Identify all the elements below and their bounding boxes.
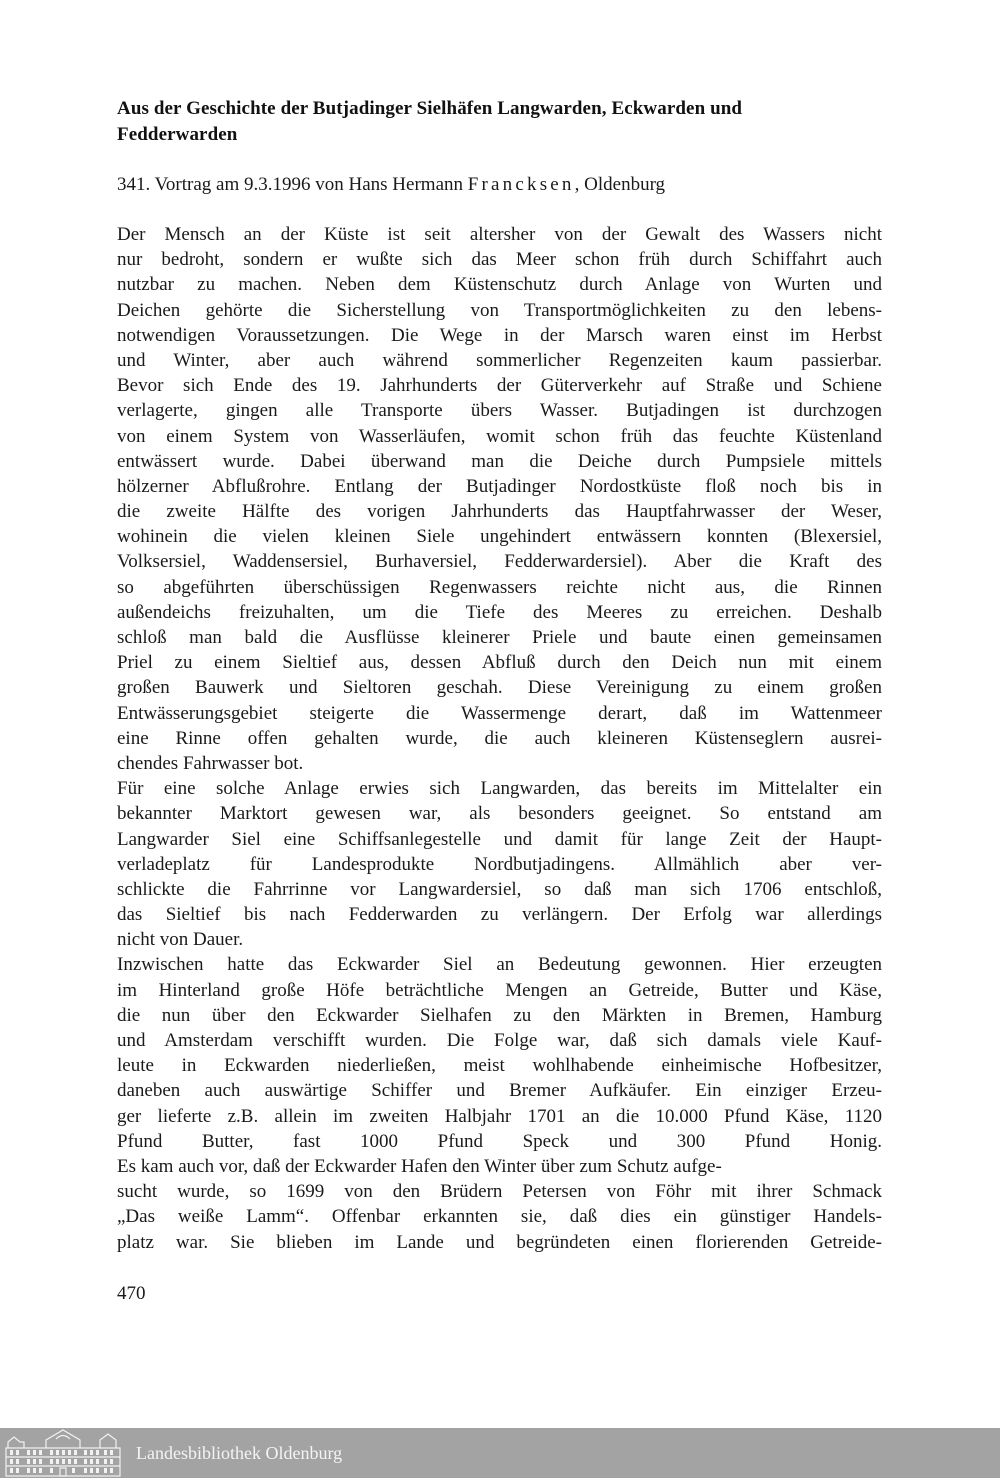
text-line: Inzwischen hatte das Eckwarder Siel an Bedeutung gewonnen. Hier erzeugten bbox=[117, 954, 882, 976]
text-line: verladeplatz für Landesprodukte Nordbutjadingens. Allmählich aber ver- bbox=[117, 853, 882, 875]
subtitle-prefix: 341. Vortrag am 9.3.1996 von Hans Hermann bbox=[117, 174, 468, 195]
subtitle-suffix: , Oldenburg bbox=[574, 174, 666, 195]
library-building-icon bbox=[0, 1428, 128, 1478]
text-line: sucht wurde, so 1699 von den Brüdern Petersen von Föhr mit ihrer Schmack bbox=[117, 1181, 882, 1203]
text-line: Für eine solche Anlage erwies sich Langwarden, das bereits im Mittelalter ein bbox=[117, 778, 882, 800]
text-line: nur bedroht, sondern er wußte sich das Meer schon früh durch Schiffahrt auch bbox=[117, 249, 882, 271]
text-line: leute in Eckwarden niederließen, meist wohlhabende einheimische Hofbesitzer, bbox=[117, 1055, 882, 1077]
text-line: Es kam auch vor, daß der Eckwarder Hafen den Winter über zum Schutz aufge- bbox=[117, 1155, 722, 1177]
text-line: bekannter Marktort gewesen war, als besonders geeignet. So entstand am bbox=[117, 803, 882, 825]
page-number: 470 bbox=[117, 1283, 146, 1304]
text-line: Pfund Butter, fast 1000 Pfund Speck und 300 Pfund Honig. bbox=[117, 1130, 882, 1152]
document-title bbox=[117, 96, 882, 148]
text-line: nicht von Dauer. bbox=[117, 929, 244, 951]
text-line: Langwarder Siel eine Schiffsanlegestelle und damit für lange Zeit der Haupt- bbox=[117, 828, 882, 850]
text-line: die zweite Hälfte des vorigen Jahrhunderts das Hauptfahrwasser der Weser, bbox=[117, 501, 882, 523]
text-line: und Amsterdam verschifft wurden. Die Folge war, daß sich damals viele Kauf- bbox=[117, 1030, 882, 1051]
text-line: schlickte die Fahrrinne vor Langwardersiel, so daß man sich 1706 entschloß, bbox=[117, 878, 882, 900]
text-line: verlagerte, gingen alle Transporte übers Wasser. Butjadingen ist durchzogen bbox=[117, 400, 882, 422]
text-line: ger lieferte z.B. allein im zweiten Halbjahr 1701 an die 10.000 Pfund Käse, 1120 bbox=[117, 1105, 882, 1127]
library-footer-bar bbox=[0, 1428, 1000, 1478]
text-line: nutzbar zu machen. Neben dem Küstenschutz durch Anlage von Wurten und bbox=[117, 274, 882, 296]
text-line: Bevor sich Ende des 19. Jahrhunderts der Güterverkehr auf Straße und Schiene bbox=[117, 375, 882, 397]
text-line: platz war. Sie blieben im Lande und begründeten einen florierenden Getreide- bbox=[117, 1231, 882, 1253]
lecture-subtitle bbox=[117, 172, 882, 198]
text-line: die nun über den Eckwarder Sielhafen zu den Märkten in Bremen, Hamburg bbox=[117, 1004, 882, 1026]
text-line: schloß man bald die Ausflüsse kleinerer Priele und baute einen gemeinsamen bbox=[117, 627, 882, 648]
text-line: so abgeführten überschüssigen Regenwassers reichte nicht aus, die Rinnen bbox=[117, 576, 882, 598]
text-line: daneben auch auswärtige Schiffer und Bremer Aufkäufer. Ein einziger Erzeu- bbox=[117, 1080, 882, 1102]
text-line: großen Bauwerk und Sieltoren geschah. Diese Vereinigung zu einem großen bbox=[117, 677, 882, 699]
text-line: Deichen gehörte die Sicherstellung von Transportmöglichkeiten zu den lebens- bbox=[117, 299, 882, 321]
text-line: eine Rinne offen gehalten wurde, die auch kleineren Küstenseglern ausrei- bbox=[117, 727, 882, 749]
library-name: Landesbibliothek Oldenburg bbox=[136, 1442, 343, 1463]
body-text bbox=[117, 222, 882, 1255]
author-surname: Francksen bbox=[467, 174, 575, 195]
text-line: „Das weiße Lamm“. Offenbar erkannten sie, daß dies ein günstiger Handels- bbox=[117, 1206, 882, 1228]
text-line: entwässert wurde. Dabei überwand man die Deiche durch Pumpsiele mittels bbox=[117, 450, 882, 472]
text-line: notwendigen Voraussetzungen. Die Wege in der Marsch waren einst im Herbst bbox=[117, 324, 882, 346]
title-line: Aus der Geschichte der Butjadinger Sielhäfen Langwarden, Eckwarden und bbox=[117, 98, 743, 119]
text-line: Volksersiel, Waddensersiel, Burhaversiel, Fedderwardersiel). Aber die Kraft des bbox=[117, 551, 882, 573]
text-line: von einem System von Wasserläufen, womit schon früh das feuchte Küstenland bbox=[117, 425, 882, 447]
text-line: Priel zu einem Sieltief aus, dessen Abfluß durch den Deich nun mit einem bbox=[117, 652, 882, 674]
text-line: und Winter, aber auch während sommerlicher Regenzeiten kaum passierbar. bbox=[117, 349, 882, 371]
text-line: außendeichs freizuhalten, um die Tiefe des Meeres zu erreichen. Deshalb bbox=[117, 601, 882, 623]
text-line: im Hinterland große Höfe beträchtliche Mengen an Getreide, Butter und Käse, bbox=[117, 979, 882, 1001]
text-line: chendes Fahrwasser bot. bbox=[117, 752, 304, 774]
text-line: Entwässerungsgebiet steigerte die Wassermenge derart, daß im Wattenmeer bbox=[117, 702, 882, 724]
text-line: wohinein die vielen kleinen Siele ungehindert entwässern konnten (Blexersiel, bbox=[117, 526, 882, 548]
text-line: hölzerner Abflußrohre. Entlang der Butjadinger Nordostküste floß noch bis in bbox=[117, 475, 882, 497]
text-line: das Sieltief bis nach Fedderwarden zu verlängern. Der Erfolg war allerdings bbox=[117, 904, 882, 926]
title-line: Fedderwarden bbox=[117, 124, 238, 145]
text-line: Der Mensch an der Küste ist seit altersher von der Gewalt des Wassers nicht bbox=[117, 224, 882, 245]
